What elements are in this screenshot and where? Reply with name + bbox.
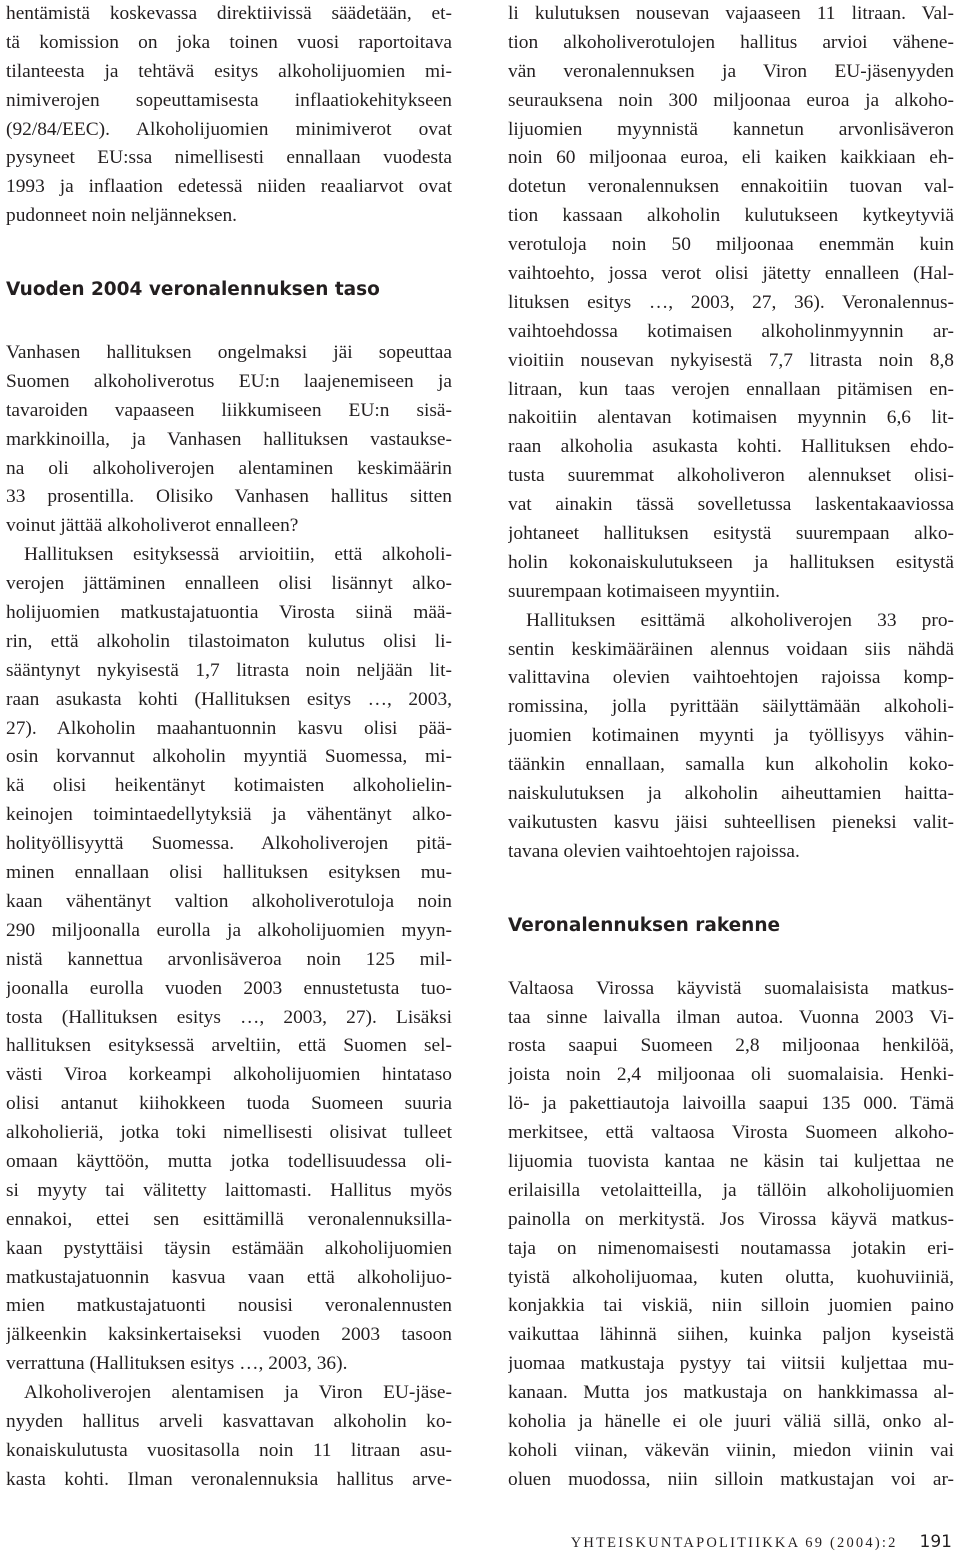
text-line: (92/84/EEC). Alkoholijuomien minimiverot ovat [6,118,452,140]
text-line: holin kokonaiskulutukseen ja hallituksen esitystä [508,551,954,573]
text-line: konaiskulutusta vuositasolla noin 11 litraan asu- [6,1439,452,1461]
text-line: vaikutusten kasvu jäisi suhteellisen pieneksi valit- [508,811,954,833]
text-line: 1993 ja inflaation edetessä niiden reaaliarvot ovat [6,176,452,198]
text-line: omaan käyttöön, mutta jotka todellisuudessa oli- [6,1150,452,1172]
paragraph [6,1379,452,1495]
text-line: merkitsee, että valtaosa Virosta Suomeen alkoho- [508,1122,954,1144]
text-line: vaihtoehto, jossa verot olisi jätetty ennalleen (Hal- [508,263,954,285]
text-line: tion alkoholiverotulojen hallitus arvioi vähene- [508,31,954,53]
text-line: oluen muodossa, niin silloin matkustajan voi ar- [508,1468,954,1490]
text-line: tilanteesta ja tehtävä esitys alkoholijuomien mi- [6,60,452,82]
text-line: täänkin ennallaan, samalla kun alkoholin koko- [508,754,954,776]
text-line: minen ennallaan olisi hallituksen esityksen mu- [6,862,452,884]
text-line: 290 miljoonalla eurolla ja alkoholijuomien myyn- [6,919,452,941]
text-line: nistä kannettua arvonlisäveroa noin 125 mil- [6,948,452,970]
paragraph [6,541,452,1379]
text-line: juomaa matkustaja pystyy tai viitsii kuljettaa mu- [508,1353,954,1375]
text-line: rosta saapui Suomeen 2,8 miljoonaa henkilöä, [508,1035,954,1057]
text-line: tavana olevien vaihtoehtojen rajoissa. [508,840,800,862]
text-line: nyyden hallitus arveli kasvattavan alkoholin ko- [6,1410,452,1432]
text-line: valittavina olevien vaihtoehtojen rajoissa komp- [508,667,954,689]
text-line: voinut jättää alkoholiverot ennalleen? [6,515,299,537]
text-line: tyistä alkoholijuomaa, kuten olutta, kuohuviiniä, [508,1266,954,1288]
text-line: suurempaan kotimaiseen myyntiin. [508,580,780,602]
page-footer [571,1532,952,1552]
text-line: kaan vähentänyt valtion alkoholiverotuloja noin [6,890,452,912]
text-line: rin, että alkoholin tilastoimaton kulutus olisi li- [6,630,452,652]
text-line: naiskulutuksen ja alkoholin aiheuttamien haitta- [508,783,954,805]
intro-paragraph [6,0,452,231]
text-line: taja on nimenomaisesti noutamassa jotakin eri- [508,1237,954,1259]
text-line: dotetun veronalennuksen ennakoitiin tuovan val- [508,176,954,198]
text-line: 33 prosentilla. Olisiko Vanhasen hallitus sitten [6,486,452,508]
text-line: sääntynyt nykyisestä 1,7 litrasta noin neljään lit- [6,659,452,681]
text-line: raan asukasta kohti (Hallituksen esitys …, 2003, [6,688,452,710]
text-line: vaihtoehdossa kotimaisen alkoholinmyynnin ar- [508,320,954,342]
text-line: verotuloja noin 50 miljoonaa enemmän kuin [508,234,954,256]
text-line: johtaneet hallituksen esitystä suurempaan alko- [508,523,954,545]
text-line: sentin keskimääräinen alennus voidaan siis nähdä [508,638,954,660]
text-line: lituksen esitys …, 2003, 27, 36). Veronalennus- [508,291,954,313]
text-line: tä komission on joka toinen vuosi raportoitava [6,31,452,53]
text-line: verrattuna (Hallituksen esitys …, 2003, 36). [6,1353,348,1375]
text-line: joonalla eurolla vuoden 2003 ennustetusta tuo- [6,977,452,999]
paragraph [508,607,954,867]
page-number: 191 [919,1532,952,1552]
text-line: kä olisi heikentänyt kotimaisten alkoholielin- [6,775,452,797]
text-line: ennakoi, ettei sen esittämillä veronalennuksilla- [6,1208,452,1230]
text-line: na oli alkoholiverojen alentaminen keskimäärin [6,457,452,479]
text-line: tusta suuremmat alkoholiveron alennukset olisi- [508,465,954,487]
text-line: holityöllisyyttä Suomessa. Alkoholiverojen pitä- [6,833,452,855]
text-line: taa sinne laivalla ilman autoa. Vuonna 2003 Vi- [508,1006,954,1028]
text-line: alkoholieriä, jotka toki nimellisesti olisivat tulleet [6,1122,452,1144]
journal-title: YHTEISKUNTAPOLITIIKKA 69 (2004):2 [570,1535,898,1551]
text-line: Alkoholiverojen alentamisen ja Viron EU-jäse- [24,1382,452,1404]
text-line: nakoitiin alentavan kotimaisen myynnin 6,6 lit- [508,407,954,429]
text-line: Vanhasen hallituksen ongelmaksi jäi sopeuttaa [6,342,452,364]
text-line: kasta kohti. Ilman veronalennuksia hallitus arve- [6,1468,452,1490]
text-line: vioitiin nousevan nykyisestä 7,7 litrasta noin 8,8 [508,349,954,371]
text-line: pysyneet EU:ssa nimellisesti ennallaan vuodesta [6,147,452,169]
text-line: tion kassaan alkoholin kulutukseen kytkeytyviä [508,205,954,227]
text-line: verojen jättäminen ennalleen olisi lisännyt alko- [6,573,452,595]
text-line: hentämistä koskevassa direktiivissä säädetään, et- [6,3,452,24]
section-heading-tax-structure: Veronalennuksen rakenne [508,914,781,936]
text-line: tosta (Hallituksen esitys …, 2003, 27). Lisäksi [6,1006,452,1028]
right-column [508,0,954,1495]
text-line: osin korvannut alkoholin myyntiä Suomessa, mi- [6,746,452,768]
text-line: 27). Alkoholin maahantuonnin kasvu olisi pää- [6,717,452,739]
text-line: kanaan. Mutta jos matkustaja on hankkimassa al- [508,1382,954,1404]
text-line: koholia ja hänelle ei ole juuri väliä sillä, onko al- [508,1410,954,1432]
text-line: painolla on merkitystä. Jos Virossa käyvä matkus- [508,1208,954,1230]
text-line: koholi viinan, väkevän viinin, miedon viinin vai [508,1439,954,1461]
text-line: matkustajatuonnin kasvua vaan että alkoholijuo- [6,1266,452,1288]
text-line: lijuomia tuovista kantaa ne käsin tai kuljettaa ne [508,1150,954,1172]
text-line: joista noin 2,4 miljoonaa oli suomalaisia. Henki- [508,1064,954,1086]
text-line: nimiverojen sopeuttamisesta inflaatiokehitykseen [6,89,452,111]
text-line: markkinoilla, ja Vanhasen hallituksen vastaukse- [6,428,452,450]
text-line: juomien kotimainen myynti ja työllisyys vähin- [508,725,954,747]
section-heading-tax-level: Vuoden 2004 veronalennuksen taso [6,279,380,301]
text-line: li kulutuksen nousevan vajaaseen 11 litraan. Val- [508,3,954,24]
text-line: konjakkia tai viskiä, niin silloin juomien paino [508,1295,954,1317]
paragraph [508,0,954,607]
text-line: kaan pystyttäisi täysin estämään alkoholijuomien [6,1237,452,1259]
text-line: hallituksen esityksessä arveltiin, että Suomen sel- [6,1035,452,1057]
text-line: keinojen toimintaedellytyksiä ja vähentänyt alko- [6,804,452,826]
text-line: raan alkoholia asukasta kohti. Hallituksen ehdo- [508,436,954,458]
text-line: erilaisilla vetolaitteilla, ja tällöin alkoholijuomien [508,1179,954,1201]
text-line: vän veronalennuksen ja Viron EU-jäsenyyden [508,60,954,82]
text-line: litraan, kun taas verojen ennallaan pitämisen en- [508,378,954,400]
text-line: vat ainakin tässä sovelletussa laskentakaaviossa [508,494,954,516]
text-line: Valtaosa Virossa käyvistä suomalaisista matkus- [508,977,954,999]
text-line: lö- ja pakettiautoja laivoilla saapui 135 000. Tämä [508,1093,954,1115]
paragraph [508,975,954,1495]
paragraph [6,339,452,541]
text-line: västi Viroa korkeampi alkoholijuomien hintataso [6,1064,452,1086]
text-line: Hallituksen esityksessä arvioitiin, että alkoholi- [24,544,452,566]
text-line: pudonneet noin neljänneksen. [6,205,238,227]
text-line: seurauksena noin 300 miljoonaa euroa ja alkoho- [508,89,954,111]
text-line: mien matkustajatuonti nousisi veronalennusten [6,1295,452,1317]
left-column [6,0,452,1495]
text-line: Suomen alkoholiverotus EU:n laajenemiseen ja [6,370,452,392]
text-line: holijuomien matkustajatuontia Virosta siinä mää- [6,602,452,624]
text-line: jälkeenkin kaksinkertaiseksi vuoden 2003 tasoon [6,1324,452,1346]
text-line: tavaroiden vapaaseen liikkumiseen EU:n sisä- [6,399,452,421]
text-line: Hallituksen esittämä alkoholiverojen 33 pro- [526,609,954,631]
text-line: vaikuttaa lähinnä siihen, kuinka paljon kyseistä [508,1324,954,1346]
text-line: romissina, jolla pyrittään säilyttämään alkoholi- [508,696,954,718]
text-line: olisi antanut kiihokkeen tuoda Suomeen suuria [6,1093,452,1115]
text-line: noin 60 miljoonaa euroa, eli kaiken kaikkiaan eh- [508,147,954,169]
text-line: si myyty tai välitetty laittomasti. Hallitus myös [6,1179,452,1201]
text-line: lijuomien myynnistä kannetun arvonlisäveron [508,118,954,140]
